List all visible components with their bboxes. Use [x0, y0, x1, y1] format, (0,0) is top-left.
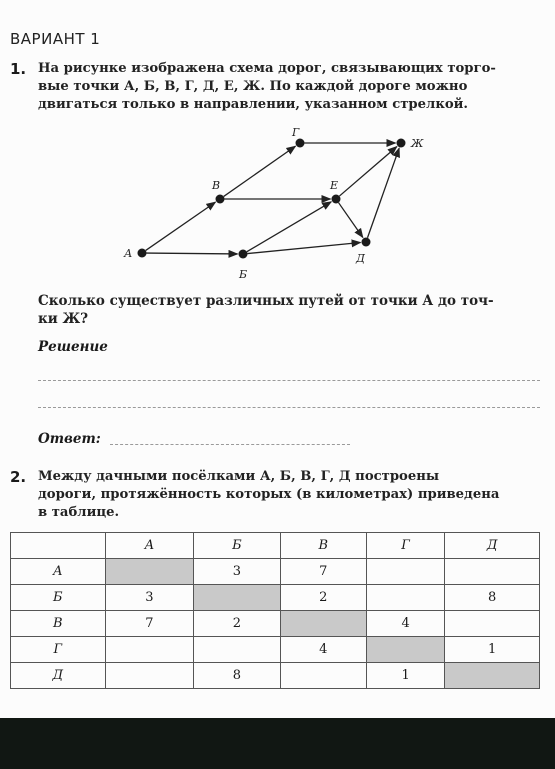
- distance-cell: 7: [280, 559, 366, 585]
- road-arrow: [367, 148, 399, 238]
- task2-number: 2.: [10, 468, 27, 486]
- table-row: [11, 611, 540, 637]
- solution-line-1: [38, 380, 540, 381]
- row-header: Б: [11, 585, 106, 611]
- distance-cell: 1: [366, 663, 445, 689]
- node-point: [397, 139, 406, 148]
- row-header: А: [11, 559, 106, 585]
- node-point: [138, 249, 147, 258]
- task2-line: в таблице.: [38, 505, 120, 520]
- distance-cell: [194, 637, 280, 663]
- variant-heading: ВАРИАНТ 1: [10, 30, 101, 48]
- row-header: В: [11, 611, 106, 637]
- task1-line: двигаться только в направлении, указанном стрелкой.: [38, 97, 469, 112]
- answer-label: Ответ:: [38, 431, 101, 447]
- distance-cell: [105, 663, 194, 689]
- distance-cell: 3: [105, 585, 194, 611]
- distance-cell: 2: [194, 611, 280, 637]
- node-label: В: [212, 179, 221, 192]
- distance-cell: 3: [194, 559, 280, 585]
- distance-cell: 2: [280, 585, 366, 611]
- answer-line: [110, 444, 350, 445]
- road-diagram: [0, 0, 555, 300]
- node-label: Б: [239, 268, 248, 281]
- distance-cell: [366, 585, 445, 611]
- node-point: [362, 238, 371, 247]
- column-header: Д: [445, 533, 540, 559]
- road-arrow: [339, 147, 396, 196]
- table-row: [11, 637, 540, 663]
- table-header-row: [11, 533, 540, 559]
- column-header: Г: [366, 533, 445, 559]
- task1-line: На рисунке изображена схема дорог, связывающих торго-: [38, 61, 496, 76]
- column-header: Б: [194, 533, 280, 559]
- question-line: ки Ж?: [38, 311, 89, 327]
- distance-cell: 4: [366, 611, 445, 637]
- distance-table: [10, 532, 540, 689]
- node-label: Ж: [411, 137, 424, 150]
- table-row: [11, 585, 540, 611]
- diagonal-cell: [194, 585, 280, 611]
- distance-cell: [366, 559, 445, 585]
- diagonal-cell: [280, 611, 366, 637]
- road-arrow: [146, 253, 237, 254]
- diagonal-cell: [366, 637, 445, 663]
- road-arrow: [339, 203, 363, 238]
- task1-question: [38, 292, 540, 328]
- row-header: Г: [11, 637, 106, 663]
- distance-cell: 7: [105, 611, 194, 637]
- solution-line-2: [38, 407, 540, 408]
- table-row: [11, 559, 540, 585]
- distance-cell: 8: [194, 663, 280, 689]
- task2-line: Между дачными посёлками А, Б, В, Г, Д построены: [38, 469, 440, 484]
- row-header: Д: [11, 663, 106, 689]
- distance-cell: 8: [445, 585, 540, 611]
- diagonal-cell: [445, 663, 540, 689]
- road-arrow: [247, 243, 360, 254]
- road-arrow: [146, 202, 216, 250]
- distance-cell: 4: [280, 637, 366, 663]
- task1-number: 1.: [10, 60, 27, 78]
- column-header: В: [280, 533, 366, 559]
- node-label: Г: [292, 126, 300, 139]
- node-label: Д: [356, 252, 365, 265]
- task2-statement: [38, 468, 540, 522]
- distance-cell: [445, 611, 540, 637]
- distance-cell: [105, 637, 194, 663]
- node-label: А: [124, 247, 133, 260]
- task1-line: вые точки А, Б, В, Г, Д, Е, Ж. По каждой дороге можно: [38, 79, 468, 94]
- distance-cell: 1: [445, 637, 540, 663]
- node-point: [332, 195, 341, 204]
- table-corner-cell: [11, 533, 106, 559]
- distance-cell: [445, 559, 540, 585]
- road-arrow: [224, 146, 296, 196]
- node-point: [216, 195, 225, 204]
- node-point: [239, 250, 248, 259]
- diagonal-cell: [105, 559, 194, 585]
- table-row: [11, 663, 540, 689]
- node-label: Е: [330, 179, 339, 192]
- column-header: А: [105, 533, 194, 559]
- distance-cell: [280, 663, 366, 689]
- task2-line: дороги, протяжённость которых (в километрах) приведена: [38, 487, 500, 502]
- question-line: Сколько существует различных путей от точки А до точ-: [38, 293, 494, 309]
- bottom-dark-bar: [0, 718, 555, 769]
- road-arrow: [247, 202, 331, 252]
- solution-label: Решение: [38, 339, 108, 355]
- node-point: [296, 139, 305, 148]
